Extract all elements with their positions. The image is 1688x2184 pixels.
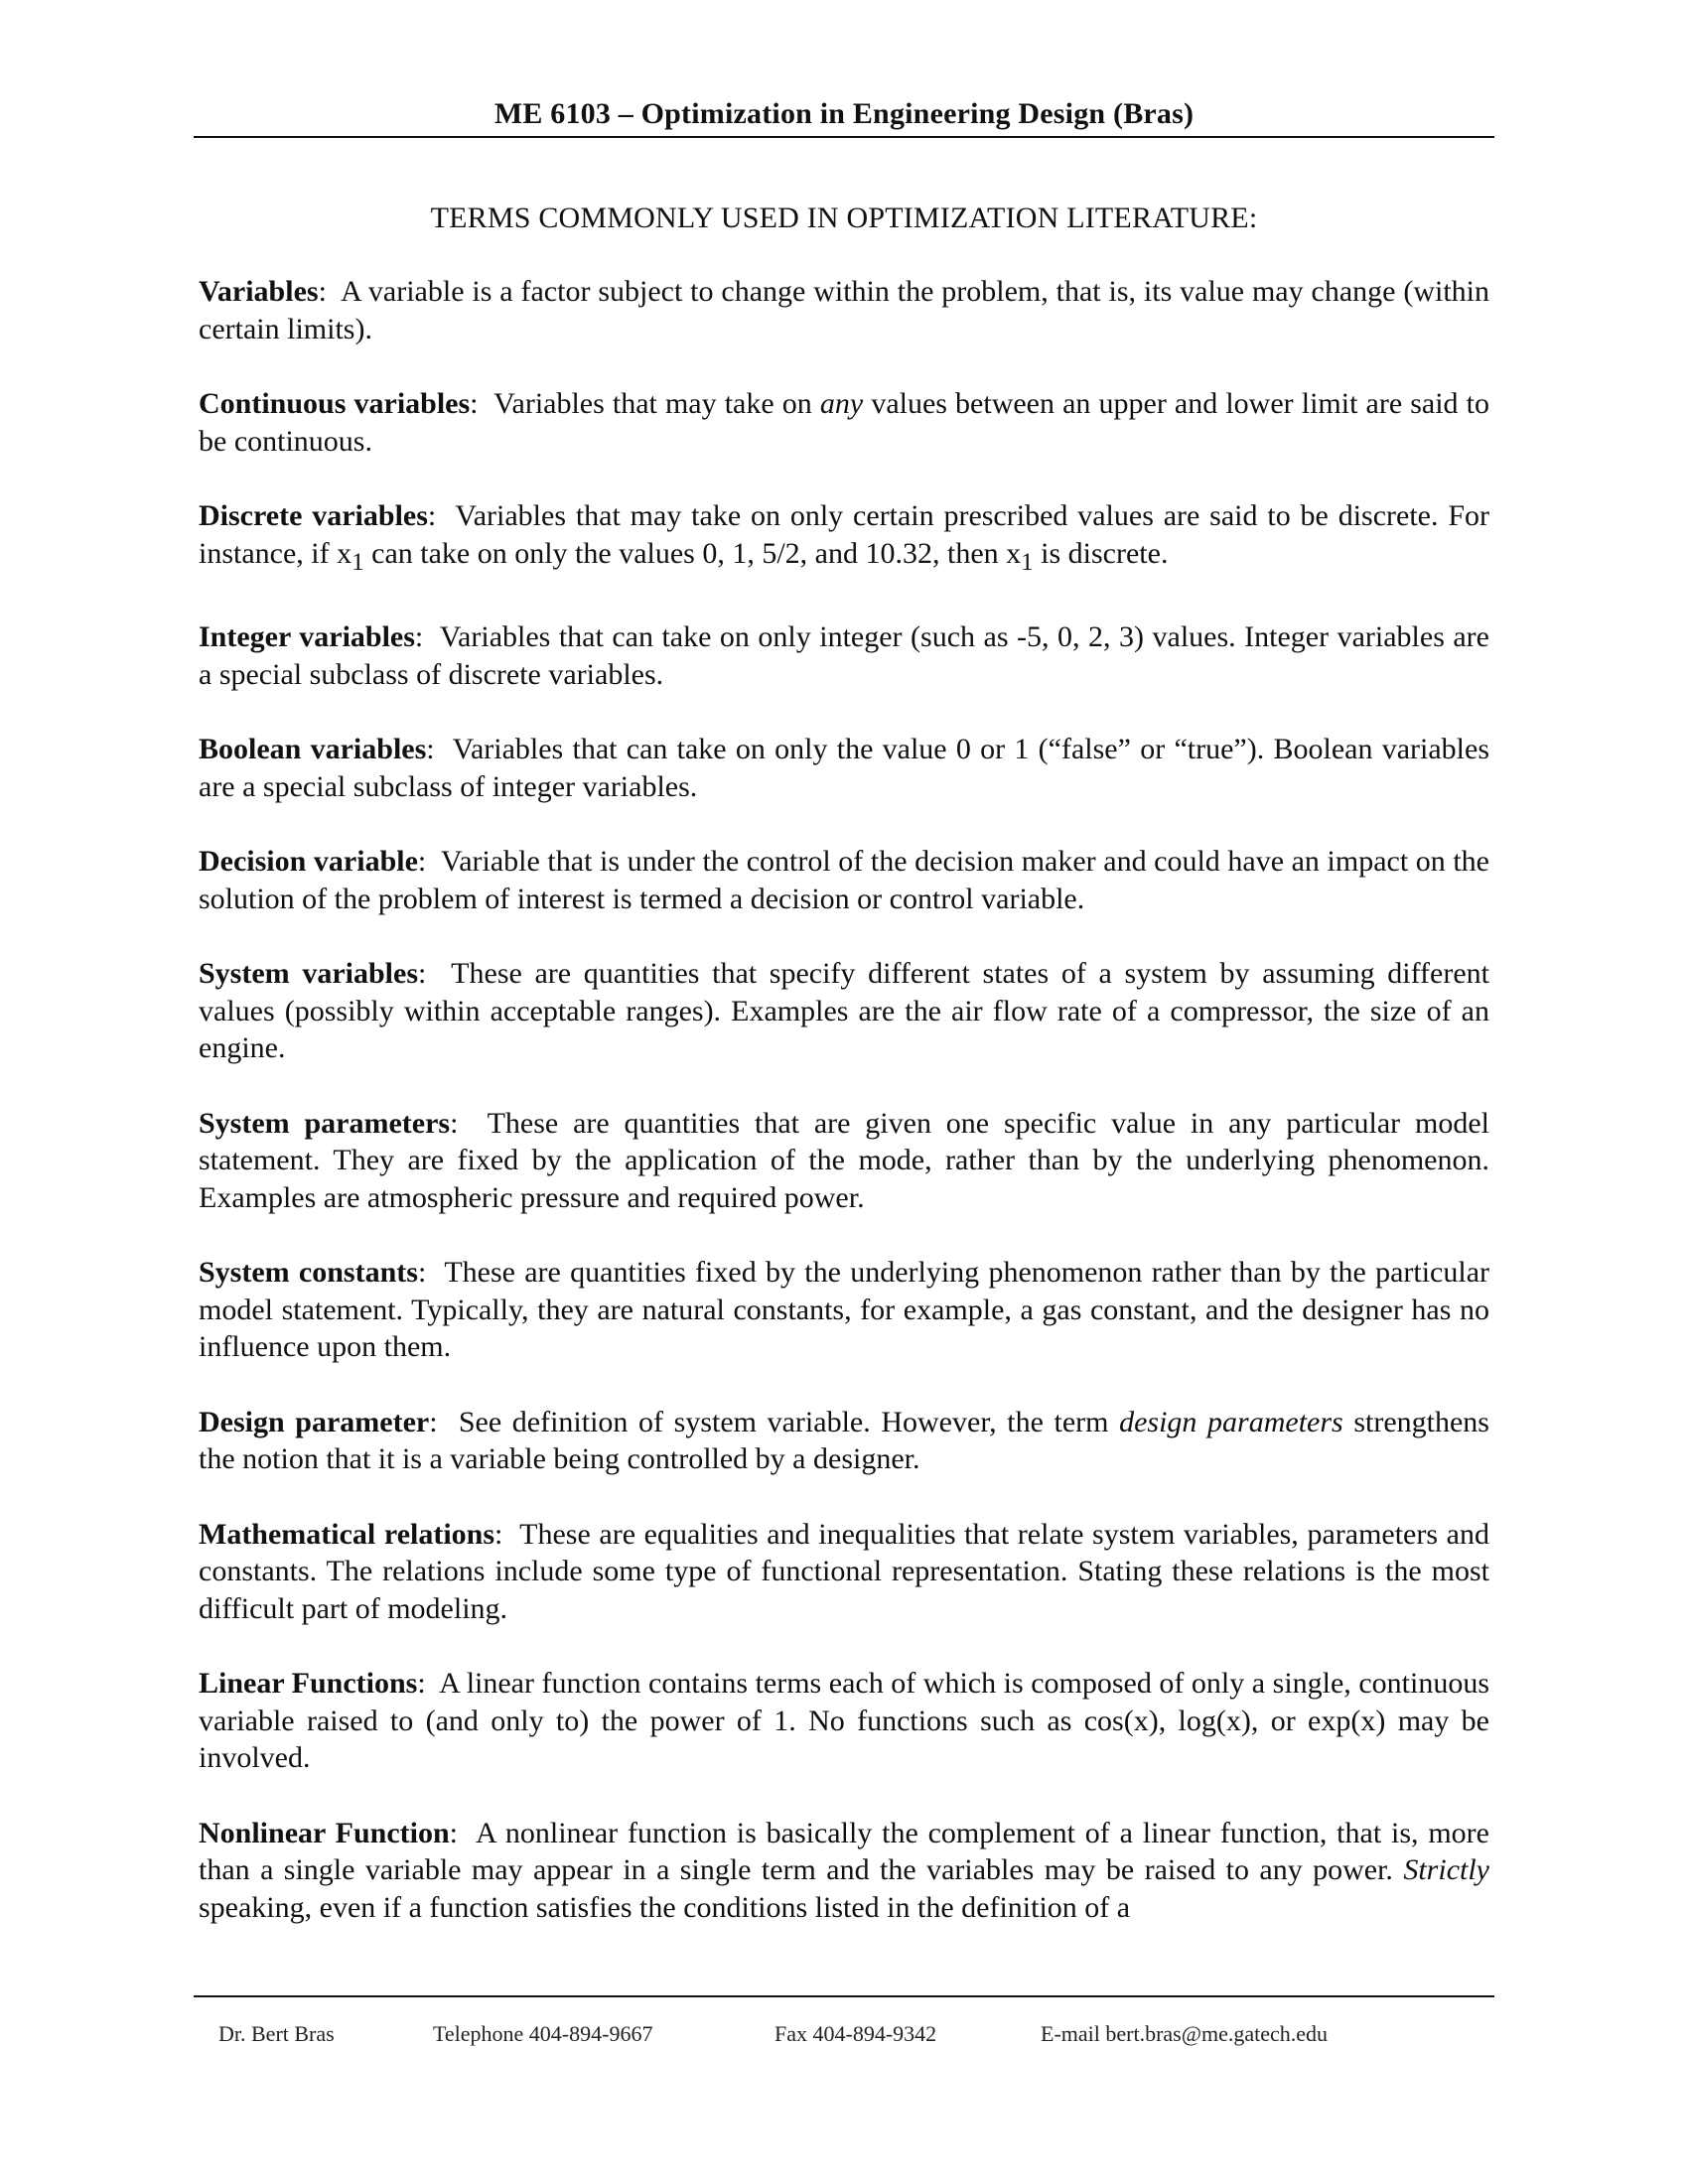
term-name: Boolean variables xyxy=(199,733,427,765)
header-rule xyxy=(194,136,1494,138)
page-header-title: ME 6103 – Optimization in Engineering Design (Bras) xyxy=(493,97,1195,130)
footer-telephone: Telephone 404-894-9667 xyxy=(433,2021,653,2046)
term-design-parameter: Design parameter: See definition of system variable. However, the term design parameters strengthens the notion that it is a variable being controlled by a designer. xyxy=(199,1405,1489,1475)
term-variables: Variables: A variable is a factor subject to change within the problem, that is, its value may change (within certain limits). xyxy=(199,275,1489,345)
term-boolean-variables: Boolean variables: Variables that can take on only the value 0 or 1 (“false” or “true”). Boolean variables are a special subclass of integer variables. xyxy=(199,733,1489,803)
term-name: Decision variable xyxy=(199,845,418,878)
term-name: System parameters xyxy=(199,1106,451,1140)
term-definition: A linear function contains terms each of which is composed of only a single, continuous variable raised to (and only to) the power of 1. No functions such as cos(x), log(x), or exp(x) may be involved. xyxy=(199,1667,1490,1774)
term-name: System constants xyxy=(199,1256,418,1289)
term-name: System variables xyxy=(199,957,418,990)
term-continuous-variables: Continuous variables: Variables that may take on any values between an upper and lower limit are said to be continuous. xyxy=(199,387,1489,458)
term-system-variables: System variables: These are quantities that specify different states of a system by assuming different values (possibly within acceptable ranges). Examples are the air flow rate of a compressor, the size of an engine. xyxy=(199,957,1489,1064)
emphasis-text: design parameters xyxy=(1119,1405,1343,1438)
subscript: 1 xyxy=(1021,548,1034,576)
footer-author: Dr. Bert Bras xyxy=(218,2021,335,2046)
term-definition: These are equalities and inequalities that relate system variables, parameters and constants. The relations include some type of functional representation. Stating these relations is the most difficult part of modeling. xyxy=(199,1517,1490,1625)
term-definition: Variable that is under the control of the decision maker and could have an impact on the solution of the problem of interest is termed a decision or control variable. xyxy=(199,845,1489,915)
term-definition: Variables that can take on only the value 0 or 1 (“false” or “true”). Boolean variables are a special subclass of integer variables. xyxy=(199,733,1489,803)
term-system-parameters: System parameters: These are quantities that are given one specific value in any particular model statement. They are fixed by the application of the mode, rather than by the underlying phenomenon. Examples are atmospheric pressure and required power. xyxy=(199,1106,1489,1214)
term-definition: A nonlinear function is basically the complement of a linear function, that is, more than a single variable may appear in a single term and the variables may be raised to any power. xyxy=(199,1816,1489,1886)
term-definition: A variable is a factor subject to change within the problem, that is, its value may change (within certain limits). xyxy=(199,275,1489,345)
term-name: Mathematical relations xyxy=(199,1517,495,1551)
subscript: 1 xyxy=(352,548,364,576)
emphasis-text: any xyxy=(819,387,864,420)
footer-email: E-mail bert.bras@me.gatech.edu xyxy=(1041,2021,1329,2046)
footer-rule xyxy=(194,1995,1494,1997)
document-heading: TERMS COMMONLY USED IN OPTIMIZATION LITERATURE: xyxy=(430,202,1258,234)
term-definition: These are quantities that specify different states of a system by assuming different values (possibly within acceptable ranges). Examples are the air flow rate of a compressor, the size of an engine. xyxy=(199,957,1489,1064)
term-definition: can take on only the values 0, 1, 5/2, and 10.32, then x xyxy=(363,536,1022,570)
term-definition: strengthens the notion that it is a variable being controlled by a designer. xyxy=(199,1405,1489,1475)
term-linear-functions: Linear Functions: A linear function contains terms each of which is composed of only a single, continuous variable raised to (and only to) the power of 1. No functions such as cos(x), log(x), or exp(x) may be involved. xyxy=(199,1667,1490,1774)
term-name: Design parameter xyxy=(199,1405,430,1438)
term-name: Variables xyxy=(199,275,319,308)
term-discrete-variables: Discrete variables: Variables that may take on only certain prescribed values are said to be discrete. For instance, if $x_1$ can take on only the values 0, 1, 5/2, and 10.32, then $x_1$ is discrete. xyxy=(199,499,1489,576)
term-name: Integer variables xyxy=(199,620,415,653)
term-definition: These are quantities fixed by the underlying phenomenon rather than by the particular model statement. Typically, they are natural constants, for example, a gas constant, and the designer has no influence upon them. xyxy=(199,1256,1489,1363)
footer-fax: Fax 404-894-9342 xyxy=(774,2021,937,2046)
term-nonlinear-function: Nonlinear Function: A nonlinear function is basically the complement of a linear function, that is, more than a single variable may appear in a single term and the variables may be raised to any power. Strictly speaking, even if a function satisfies the conditions listed in the definition of a xyxy=(199,1816,1489,1924)
term-name: Continuous variables xyxy=(199,387,471,420)
term-definition: Variables that may take on xyxy=(493,387,820,420)
term-mathematical-relations: Mathematical relations: These are equalities and inequalities that relate system variables, parameters and constants. The relations include some type of functional representation. Stating these relations is the most difficult part of modeling. xyxy=(199,1517,1490,1625)
term-definition: is discrete. xyxy=(1033,536,1169,570)
term-name: Discrete variables xyxy=(199,499,428,532)
term-integer-variables: Integer variables: Variables that can take on only integer (such as -5, 0, 2, 3) values. Integer variables are a special subclass of discrete variables. xyxy=(199,620,1489,691)
emphasis-text: Strictly xyxy=(1403,1853,1489,1886)
term-definition: Variables that can take on only integer (such as -5, 0, 2, 3) values. Integer variables are a special subclass of discrete variables. xyxy=(199,620,1489,691)
term-system-constants: System constants: These are quantities fixed by the underlying phenomenon rather than by the particular model statement. Typically, they are natural constants, for example, a gas constant, and the designer has no influence upon them. xyxy=(199,1256,1489,1363)
term-definition: See definition of system variable. However, the term xyxy=(458,1405,1120,1438)
term-definition: These are quantities that are given one specific value in any particular model statement. They are fixed by the application of the mode, rather than by the underlying phenomenon. Examples are atmospheric pressure and required power. xyxy=(199,1106,1489,1214)
term-definition: Variables that may take on only certain prescribed values are said to be discrete. For instance, if x xyxy=(199,499,1489,570)
term-decision-variable: Decision variable: Variable that is under the control of the decision maker and could have an impact on the solution of the problem of interest is termed a decision or control variable. xyxy=(199,845,1489,915)
term-name: Nonlinear Function xyxy=(199,1816,450,1849)
term-name: Linear Functions xyxy=(199,1667,418,1700)
term-definition: speaking, even if a function satisfies the conditions listed in the definition of a xyxy=(199,1890,1131,1924)
term-definition: values between an upper and lower limit are said to be continuous. xyxy=(199,387,1489,458)
terms-list xyxy=(199,273,1489,1964)
